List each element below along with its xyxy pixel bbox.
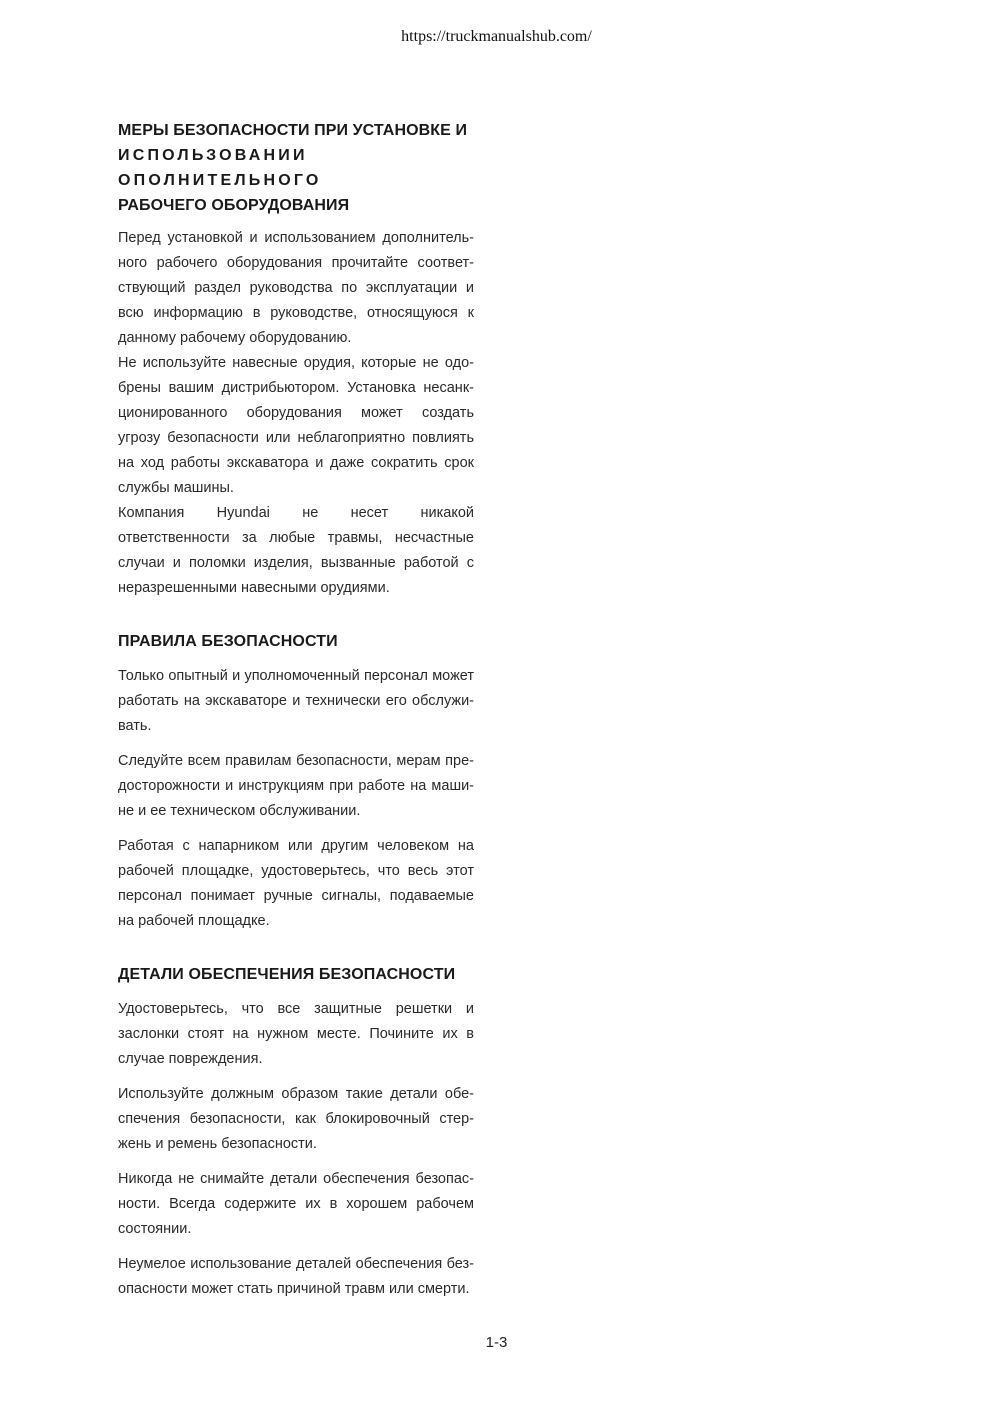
section-attachment-safety — [118, 118, 474, 601]
heading-line: РАБОЧЕГО ОБОРУДОВАНИЯ — [118, 197, 350, 214]
section-heading: ДЕТАЛИ ОБЕСПЕЧЕНИЯ БЕЗОПАСНОСТИ — [118, 966, 456, 983]
paragraph: Перед установкой и использованием дополнитель-ного рабочего оборудования прочитайте соответ-ствующий раздел руководства по эксплуатации и всю информацию в руководстве, относящуюся к данному рабочему оборудованию. — [118, 230, 474, 346]
text-column — [118, 118, 474, 1302]
section-safety-rules — [118, 629, 474, 934]
section-heading: ПРАВИЛА БЕЗОПАСНОСТИ — [118, 633, 338, 650]
page-number: 1-3 — [485, 1334, 508, 1351]
paragraph: Работая с напарником или другим человеком на рабочей площадке, удостоверьтесь, что весь этот персонал понимает ручные сигналы, подаваемые на рабочей площадке. — [118, 838, 474, 929]
section-heading — [118, 118, 474, 218]
paragraph: Неумелое использование деталей обеспечения без-опасности может стать причиной травм или смерти. — [118, 1256, 474, 1297]
paragraph: Удостоверьтесь, что все защитные решетки и заслонки стоят на нужном месте. Почините их в случае повреждения. — [118, 1001, 474, 1067]
section-safety-devices — [118, 962, 474, 1302]
heading-line: ИСПОЛЬЗОВАНИИ ОПОЛНИТЕЛЬНОГО — [118, 147, 322, 189]
paragraph: Не используйте навесные орудия, которые не одо-брены вашим дистрибьютором. Установка несанк-ционированного оборудования может создать угрозу безопасности или неблагоприятно повлиять на ход работы экскаватора и даже сократить срок службы машины. — [118, 355, 474, 496]
paragraph: Используйте должным образом такие детали обе-спечения безопасности, как блокировочный стер-жень и ремень безопасности. — [118, 1086, 474, 1152]
paragraph: Только опытный и уполномоченный персонал может работать на экскаваторе и технически его обслужи-вать. — [118, 668, 474, 734]
paragraph: Компания Hyundai не несет никакой ответственности за любые травмы, несчастные случаи и поломки изделия, вызванные работой с неразрешенными навесными орудиями. — [118, 505, 474, 596]
heading-line: МЕРЫ БЕЗОПАСНОСТИ ПРИ УСТАНОВКЕ И — [118, 122, 468, 139]
paragraph: Следуйте всем правилам безопасности, мерам пре-досторожности и инструкциям при работе на маши-не и ее техническом обслуживании. — [118, 753, 474, 819]
source-url: https://truckmanualshub.com/ — [401, 28, 592, 45]
paragraph: Никогда не снимайте детали обеспечения безопас-ности. Всегда содержите их в хорошем рабочем состоянии. — [118, 1171, 474, 1237]
